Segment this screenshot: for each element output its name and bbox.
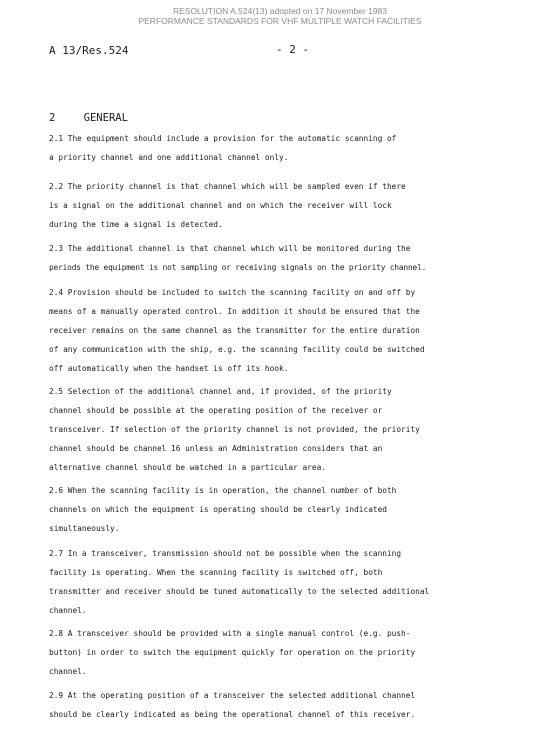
paragraph-line: 2.3 The additional channel is that channel which will be monitored during the [49,244,411,253]
paragraph-line: 2.2 The priority channel is that channel which will be sampled even if there [49,182,406,191]
document-reference: A 13/Res.524 [49,44,129,57]
paragraph-2-2 [49,177,560,234]
paragraph-line: is a signal on the additional channel and on which the receiver will lock [49,201,392,210]
paragraph-line: transceiver. If selection of the priority channel is not provided, the priority [49,425,420,434]
paragraph-line: alternative channel should be watched in a particular area. [49,463,326,472]
paragraph-line: a priority channel and one additional channel only. [49,153,289,162]
paragraph-line: 2.4 Provision should be included to switch the scanning facility on and off by [49,288,416,297]
section-title: GENERAL [83,112,128,124]
paragraph-line: of any communication with the ship, e.g. the scanning facility could be switched [49,345,425,354]
paragraph-line: transmitter and receiver should be tuned automatically to the selected additional [49,587,430,596]
paragraph-line: facility is operating. When the scanning facility is switched off, both [49,568,383,577]
paragraph-line: button) in order to switch the equipment quickly for operation on the priority [49,648,416,657]
section-heading [49,112,128,124]
paragraph-line: simultaneously. [49,524,120,533]
paragraph-line: channel should be channel 16 unless an Administration considers that an [49,444,383,453]
paragraph-2-9 [49,686,560,724]
paragraph-line: should be clearly indicated as being the operational channel of this receiver. [49,710,416,719]
paragraph-2-4 [49,283,560,378]
paragraph-line: 2.8 A transceiver should be provided with a single manual control (e.g. push- [49,629,411,638]
header-resolution-line: RESOLUTION A.524(13) adopted on 17 November 1983 [172,6,388,16]
paragraph-line: receiver remains on the same channel as the transmitter for the entire duration [49,326,420,335]
paragraph-line: periods the equipment is not sampling or receiving signals on the priority channel. [49,263,427,272]
paragraph-line: means of a manually operated control. In addition it should be ensured that the [49,307,420,316]
paragraph-line: 2.5 Selection of the additional channel and, if provided, of the priority [49,387,392,396]
paragraph-line: channel. [49,667,87,676]
paragraph-line: 2.1 The equipment should include a provision for the automatic scanning of [49,134,397,143]
paragraph-line: off automatically when the handset is off its hook. [49,364,289,373]
paragraph-line: 2.7 In a transceiver, transmission should not be possible when the scanning [49,549,402,558]
paragraph-line: channel. [49,606,87,615]
header-title-line: PERFORMANCE STANDARDS FOR VHF MULTIPLE WATCH FACILITIES [138,16,422,26]
paragraph-line: channel should be possible at the operating position of the receiver or [49,406,383,415]
paragraph-line: 2.9 At the operating position of a transceiver the selected additional channel [49,691,416,700]
paragraph-line: channels on which the equipment is operating should be clearly indicated [49,505,387,514]
paragraph-2-7 [49,544,560,620]
paragraph-2-5 [49,382,560,477]
paragraph-line: 2.6 When the scanning facility is in operation, the channel number of both [49,486,397,495]
section-number: 2 [49,112,56,124]
paragraph-2-1 [49,129,560,167]
paragraph-2-6 [49,481,560,538]
document-header [0,6,560,26]
paragraph-2-8 [49,624,560,681]
paragraph-2-3 [49,239,560,277]
page-number: - 2 - [276,43,310,56]
paragraph-line: during the time a signal is detected. [49,220,223,229]
